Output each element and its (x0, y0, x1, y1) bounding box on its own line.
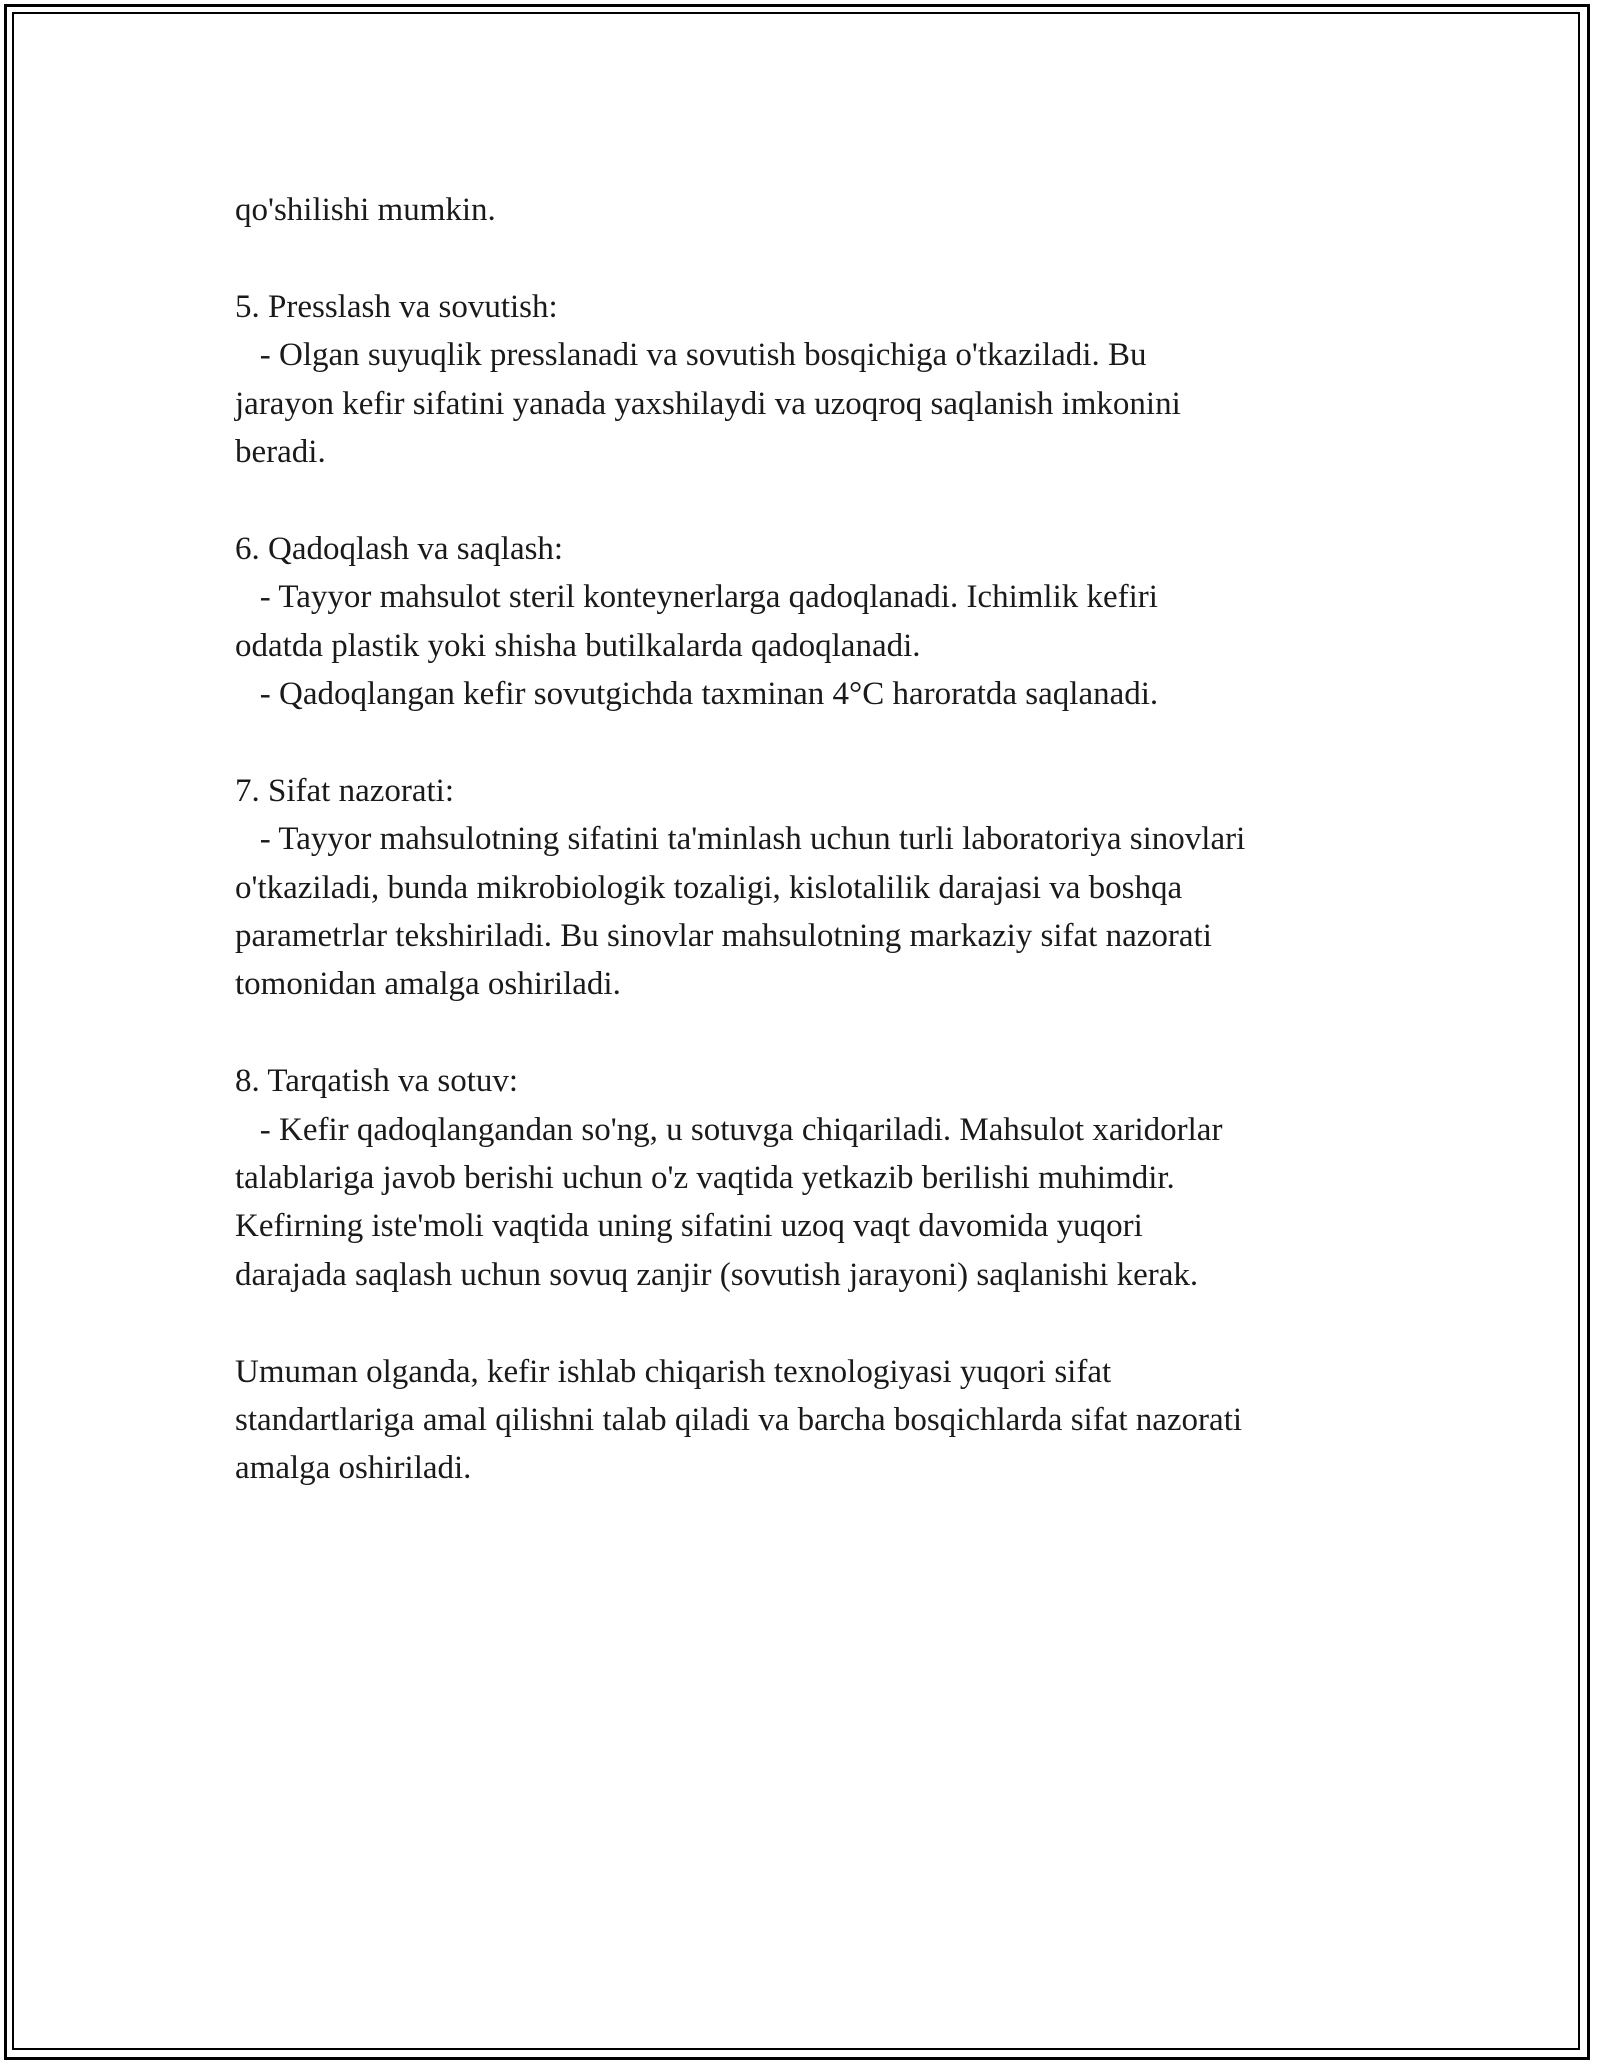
text-line: - Tayyor mahsulotning sifatini ta'minlash uchun turli laboratoriya sinovlari (235, 821, 1246, 858)
blank-line (235, 476, 1395, 524)
text-line: - Olgan suyuqlik presslanadi va sovutish bosqichiga o'tkaziladi. Bu (235, 337, 1147, 374)
text-line: - Kefir qadoqlangandan so'ng, u sotuvga chiqariladi. Mahsulot xaridorlar (235, 1111, 1223, 1148)
text-line: darajada saqlash uchun sovuq zanjir (sovutish jarayoni) saqlanishi kerak. (235, 1256, 1199, 1293)
blank-line (235, 1009, 1395, 1057)
text-line: odatda plastik yoki shisha butilkalarda qadoqlanadi. (235, 627, 921, 664)
text-line: o'tkaziladi, bunda mikrobiologik tozaligi, kislotalilik darajasi va boshqa (235, 869, 1183, 906)
text-line: parametrlar tekshiriladi. Bu sinovlar mahsulotning markaziy sifat nazorati (235, 918, 1212, 955)
section-heading: 8. Tarqatish va sotuv: (235, 1063, 519, 1100)
section-heading: 7. Sifat nazorati: (235, 772, 455, 809)
text-line: qo'shilishi mumkin. (235, 192, 496, 228)
text-line: beradi. (235, 434, 326, 471)
blank-line (235, 234, 1395, 282)
text-line: talablariga javob berishi uchun o'z vaqtida yetkazib berilishi muhimdir. (235, 1160, 1175, 1197)
summary-line: standartlariga amal qilishni talab qiladi va barcha bosqichlarda sifat nazorati (235, 1402, 1243, 1439)
text-line: - Tayyor mahsulot steril konteynerlarga qadoqlanadi. Ichimlik kefiri (235, 579, 1158, 616)
blank-line (235, 1299, 1395, 1347)
text-line: Kefirning iste'moli vaqtida uning sifatini uzoq vaqt davomida yuqori (235, 1208, 1143, 1245)
section-heading: 5. Presslash va sovutish: (235, 288, 558, 325)
blank-line (235, 718, 1395, 766)
summary-line: Umuman olganda, kefir ishlab chiqarish texnologiyasi yuqori sifat (235, 1353, 1112, 1390)
document-body (235, 186, 1395, 1493)
text-line: jarayon kefir sifatini yanada yaxshilaydi va uzoqroq saqlanish imkonini (235, 385, 1181, 422)
summary-line: amalga oshiriladi. (235, 1450, 472, 1487)
text-line: tomonidan amalga oshiriladi. (235, 966, 621, 1003)
section-heading: 6. Qadoqlash va saqlash: (235, 530, 564, 567)
text-line: - Qadoqlangan kefir sovutgichda taxminan 4°C haroratda saqlanadi. (235, 676, 1159, 713)
